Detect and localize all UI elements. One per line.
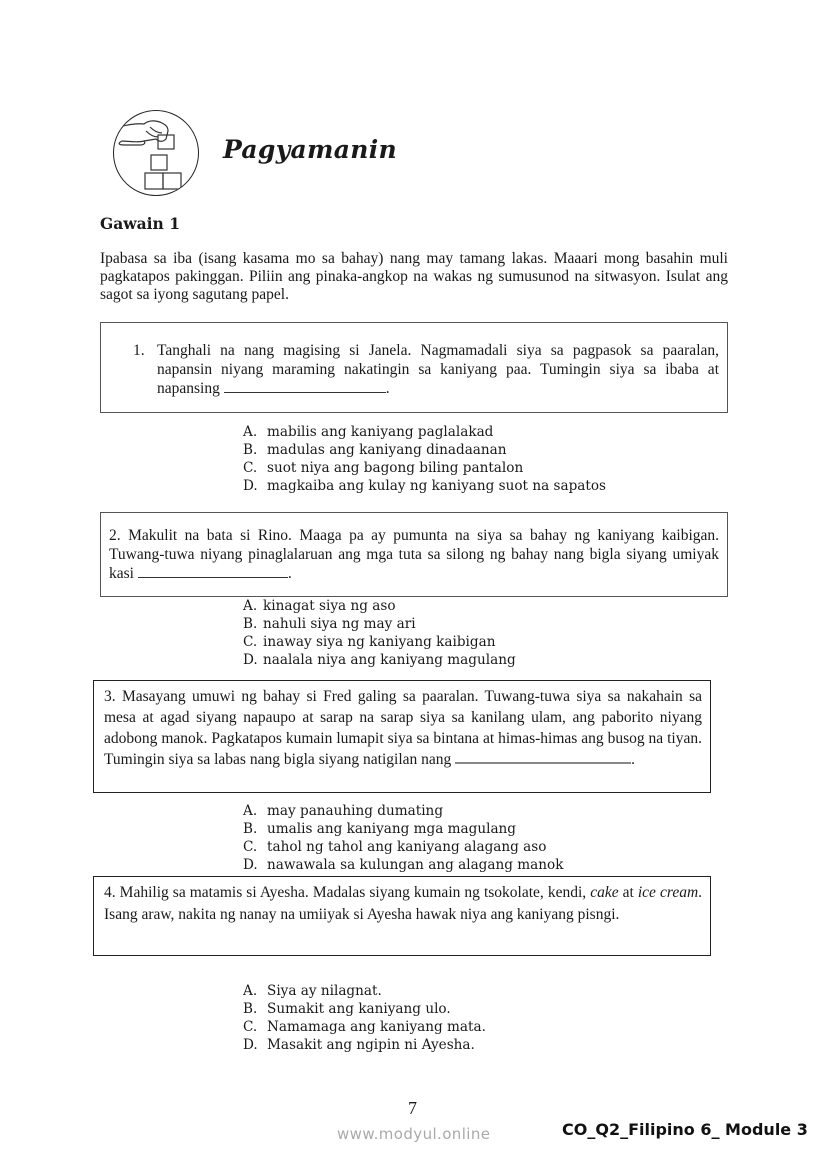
- question-3-box: [93, 680, 711, 793]
- option-a: A. mabilis ang kaniyang paglalakad: [243, 424, 494, 440]
- question-1-number: 1.: [133, 342, 145, 359]
- activity-title: Gawain 1: [100, 214, 181, 233]
- option-d: D. naalala niya ang kaniyang magulang: [243, 652, 516, 668]
- option-b: B. madulas ang kaniyang dinadaanan: [243, 442, 507, 458]
- answer-blank: [138, 565, 288, 578]
- question-4-options: [243, 982, 486, 1054]
- question-2-text: 2. Makulit na bata si Rino. Maaga pa ay pumunta na siya sa bahay ng kaniyang kaibigan. Tuwang-tuwa niyang pinaglalaruan ang mga tuta sa silong ng bahay nang bigla siyang umiyak kasi .: [109, 527, 719, 582]
- question-2-number: 2.: [109, 527, 121, 544]
- question-3-text: 3. Masayang umuwi ng bahay si Fred galing sa paaralan. Tuwang-tuwa siya sa nakahain sa mesa at agad siyang napaupo at sarap na sarap siya sa kanilang ulam, ang paborito niyang adobong manok. Pagkatapos kumain lumapit siya sa bintana at himas-himas ang busog na tiyan. Tumingin siya sa labas nang bigla siyang natigilan nang .: [104, 688, 702, 768]
- option-a: A. may panauhing dumating: [243, 803, 444, 819]
- hand-stacking-blocks-icon: [113, 110, 199, 196]
- option-b: B. Sumakit ang kaniyang ulo.: [243, 1001, 451, 1017]
- question-1-text: 1. Tanghali na nang magising si Janela. Nagmamadali siya sa pagpasok sa paaralan, napansin niyang maraming nakatingin sa kaniyang paa. Tumingin siya sa ibaba at napansing .: [133, 342, 719, 397]
- activity-instructions: Ipabasa sa iba (isang kasama mo sa bahay) nang may tamang lakas. Maaari mong basahin muli pagkatapos pakinggan. Piliin ang pinaka-angkop na wakas ng sumusunod na sitwasyon. Isulat ang sagot sa iyong sagutang papel.: [100, 250, 728, 303]
- watermark: www.modyul.online: [337, 1125, 491, 1143]
- question-1-options: [243, 423, 606, 495]
- option-c: C. tahol ng tahol ang kaniyang alagang aso: [243, 839, 547, 855]
- module-code: CO_Q2_Filipino 6_ Module 3: [562, 1120, 808, 1139]
- question-3-number: 3.: [104, 688, 116, 705]
- question-4-number: 4.: [104, 884, 116, 901]
- option-b: B. umalis ang kaniyang mga magulang: [243, 821, 517, 837]
- section-title: Pagyamanin: [223, 135, 398, 164]
- question-4-text: 4. Mahilig sa matamis si Ayesha. Madalas siyang kumain ng tsokolate, kendi, cake at ice cream. Isang araw, nakita ng nanay na umiiyak si Ayesha hawak niya ang kaniyang pisngi.: [104, 884, 703, 923]
- option-c: C. suot niya ang bagong biling pantalon: [243, 460, 524, 476]
- option-d: D. Masakit ang ngipin ni Ayesha.: [243, 1037, 475, 1053]
- option-a: A. kinagat siya ng aso: [243, 598, 396, 614]
- option-c: C. inaway siya ng kaniyang kaibigan: [243, 634, 496, 650]
- question-2-box: [100, 512, 728, 597]
- option-a: A. Siya ay nilagnat.: [243, 983, 382, 999]
- question-4-box: [93, 876, 711, 956]
- option-c: C. Namamaga ang kaniyang mata.: [243, 1019, 486, 1035]
- question-1-box: [100, 322, 728, 413]
- answer-blank: [224, 380, 386, 393]
- option-d: D. nawawala sa kulungan ang alagang manok: [243, 857, 564, 873]
- question-2-options: [243, 597, 516, 669]
- question-3-options: [243, 802, 563, 874]
- option-d: D. magkaiba ang kulay ng kaniyang suot na sapatos: [243, 478, 607, 494]
- option-b: B. nahuli siya ng may ari: [243, 616, 416, 632]
- answer-blank: [455, 750, 631, 764]
- page-number: 7: [408, 1098, 417, 1118]
